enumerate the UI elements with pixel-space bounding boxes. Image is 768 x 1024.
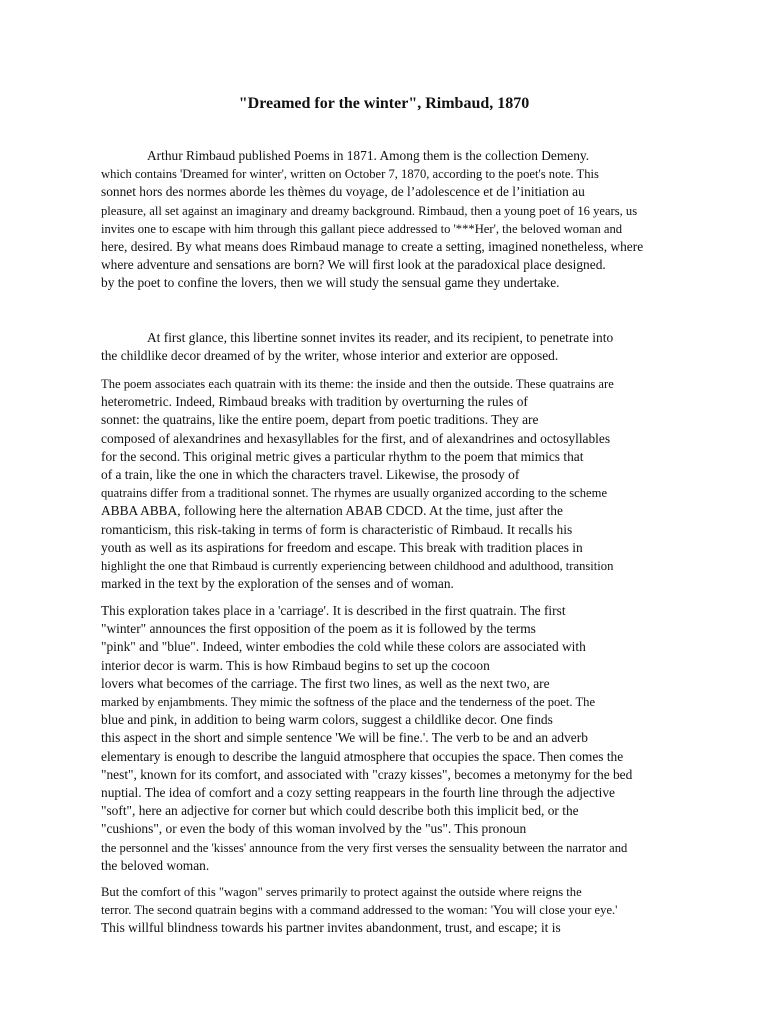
text-line: This willful blindness towards his partner invites abandonment, trust, and escape; it is [101,920,561,936]
text-line: composed of alexandrines and hexasyllables for the first, and of alexandrines and octosyllables [101,430,611,446]
document-title: "Dreamed for the winter", Rimbaud, 1870 [238,95,530,112]
text-line: heterometric. Indeed, Rimbaud breaks with tradition by overturning the rules of [101,394,528,410]
text-line: the childlike decor dreamed of by the writer, whose interior and exterior are opposed. [101,348,559,364]
text-line: lovers what becomes of the carriage. The first two lines, as well as the next two, are [101,675,550,691]
text-line: sonnet: the quatrains, like the entire poem, depart from poetic traditions. They are [101,412,539,428]
paragraph-first-glance [101,329,761,365]
paragraph-carriage [101,602,761,875]
text-line: highlight the one that Rimbaud is currently experiencing between childhood and adulthood, transition [101,559,614,574]
text-line: by the poet to confine the lovers, then we will study the sensual game they undertake. [101,275,560,291]
text-line: "nest", known for its comfort, and associated with "crazy kisses", becomes a metonymy for the bed [101,766,633,782]
text-line: interior decor is warm. This is how Rimbaud begins to set up the cocoon [101,657,490,673]
text-line: youth as well as its aspirations for freedom and escape. This break with tradition places in [101,539,583,555]
text-line: elementary is enough to describe the languid atmosphere that occupies the space. Then comes the [101,748,624,764]
text-line: At first glance, this libertine sonnet invites its reader, and its recipient, to penetrate into [147,330,614,345]
text-line: marked by enjambments. They mimic the softness of the place and the tenderness of the poet. The [101,695,596,710]
text-line: quatrains differ from a traditional sonnet. The rhymes are usually organized according to the scheme [101,486,608,501]
text-line: The poem associates each quatrain with its theme: the inside and then the outside. These quatrains are [101,377,614,391]
text-line: here, desired. By what means does Rimbaud manage to create a setting, imagined nonetheless, where [101,239,644,255]
text-line: romanticism, this risk-taking in terms of form is characteristic of Rimbaud. It recalls his [101,521,573,537]
text-line: for the second. This original metric gives a particular rhythm to the poem that mimics that [101,448,584,464]
text-line: Arthur Rimbaud published Poems in 1871. Among them is the collection Demeny. [147,148,590,163]
text-line: where adventure and sensations are born? We will first look at the paradoxical place designed. [101,257,606,273]
text-line: "cushions", or even the body of this woman involved by the "us". This pronoun [101,821,527,837]
paragraph-outside [101,883,761,938]
text-line: "winter" announces the first opposition of the poem as it is followed by the terms [101,621,536,637]
text-line: This exploration takes place in a 'carriage'. It is described in the first quatrain. The first [101,603,566,618]
text-line: But the comfort of this "wagon" serves primarily to protect against the outside where reigns the [101,885,582,899]
text-line: this aspect in the short and simple sentence 'We will be fine.'. The verb to be and an adverb [101,730,588,746]
text-line: pleasure, all set against an imaginary and dreamy background. Rimbaud, then a young poet of 16 years, us [101,203,638,218]
paragraph-quatrains [101,375,761,593]
text-line: "soft", here an adjective for corner but which could describe both this implicit bed, or the [101,803,579,819]
text-line: ABBA ABBA, following here the alternation ABAB CDCD. At the time, just after the [101,503,563,519]
text-line: blue and pink, in addition to being warm colors, suggest a childlike decor. One finds [101,712,553,728]
text-line: which contains 'Dreamed for winter', written on October 7, 1870, according to the poet's note. This [101,167,599,182]
text-line: terror. The second quatrain begins with a command addressed to the woman: 'You will close your eye.' [101,903,618,918]
text-line: the personnel and the 'kisses' announce from the very first verses the sensuality between the narrator and [101,840,628,855]
text-line: nuptial. The idea of comfort and a cozy setting reappears in the fourth line through the adjective [101,785,615,801]
text-line: marked in the text by the exploration of the senses and of woman. [101,576,454,592]
text-line: the beloved woman. [101,857,210,873]
paragraph-introduction [101,147,761,293]
text-line: "pink" and "blue". Indeed, winter embodies the cold while these colors are associated with [101,639,586,655]
text-line: invites one to escape with him through this gallant piece addressed to '***Her', the beloved woman and [101,221,623,236]
text-line: sonnet hors des normes aborde les thèmes du voyage, de l’adolescence et de l’initiation au [101,184,585,200]
text-line: of a train, like the one in which the characters travel. Likewise, the prosody of [101,467,520,483]
